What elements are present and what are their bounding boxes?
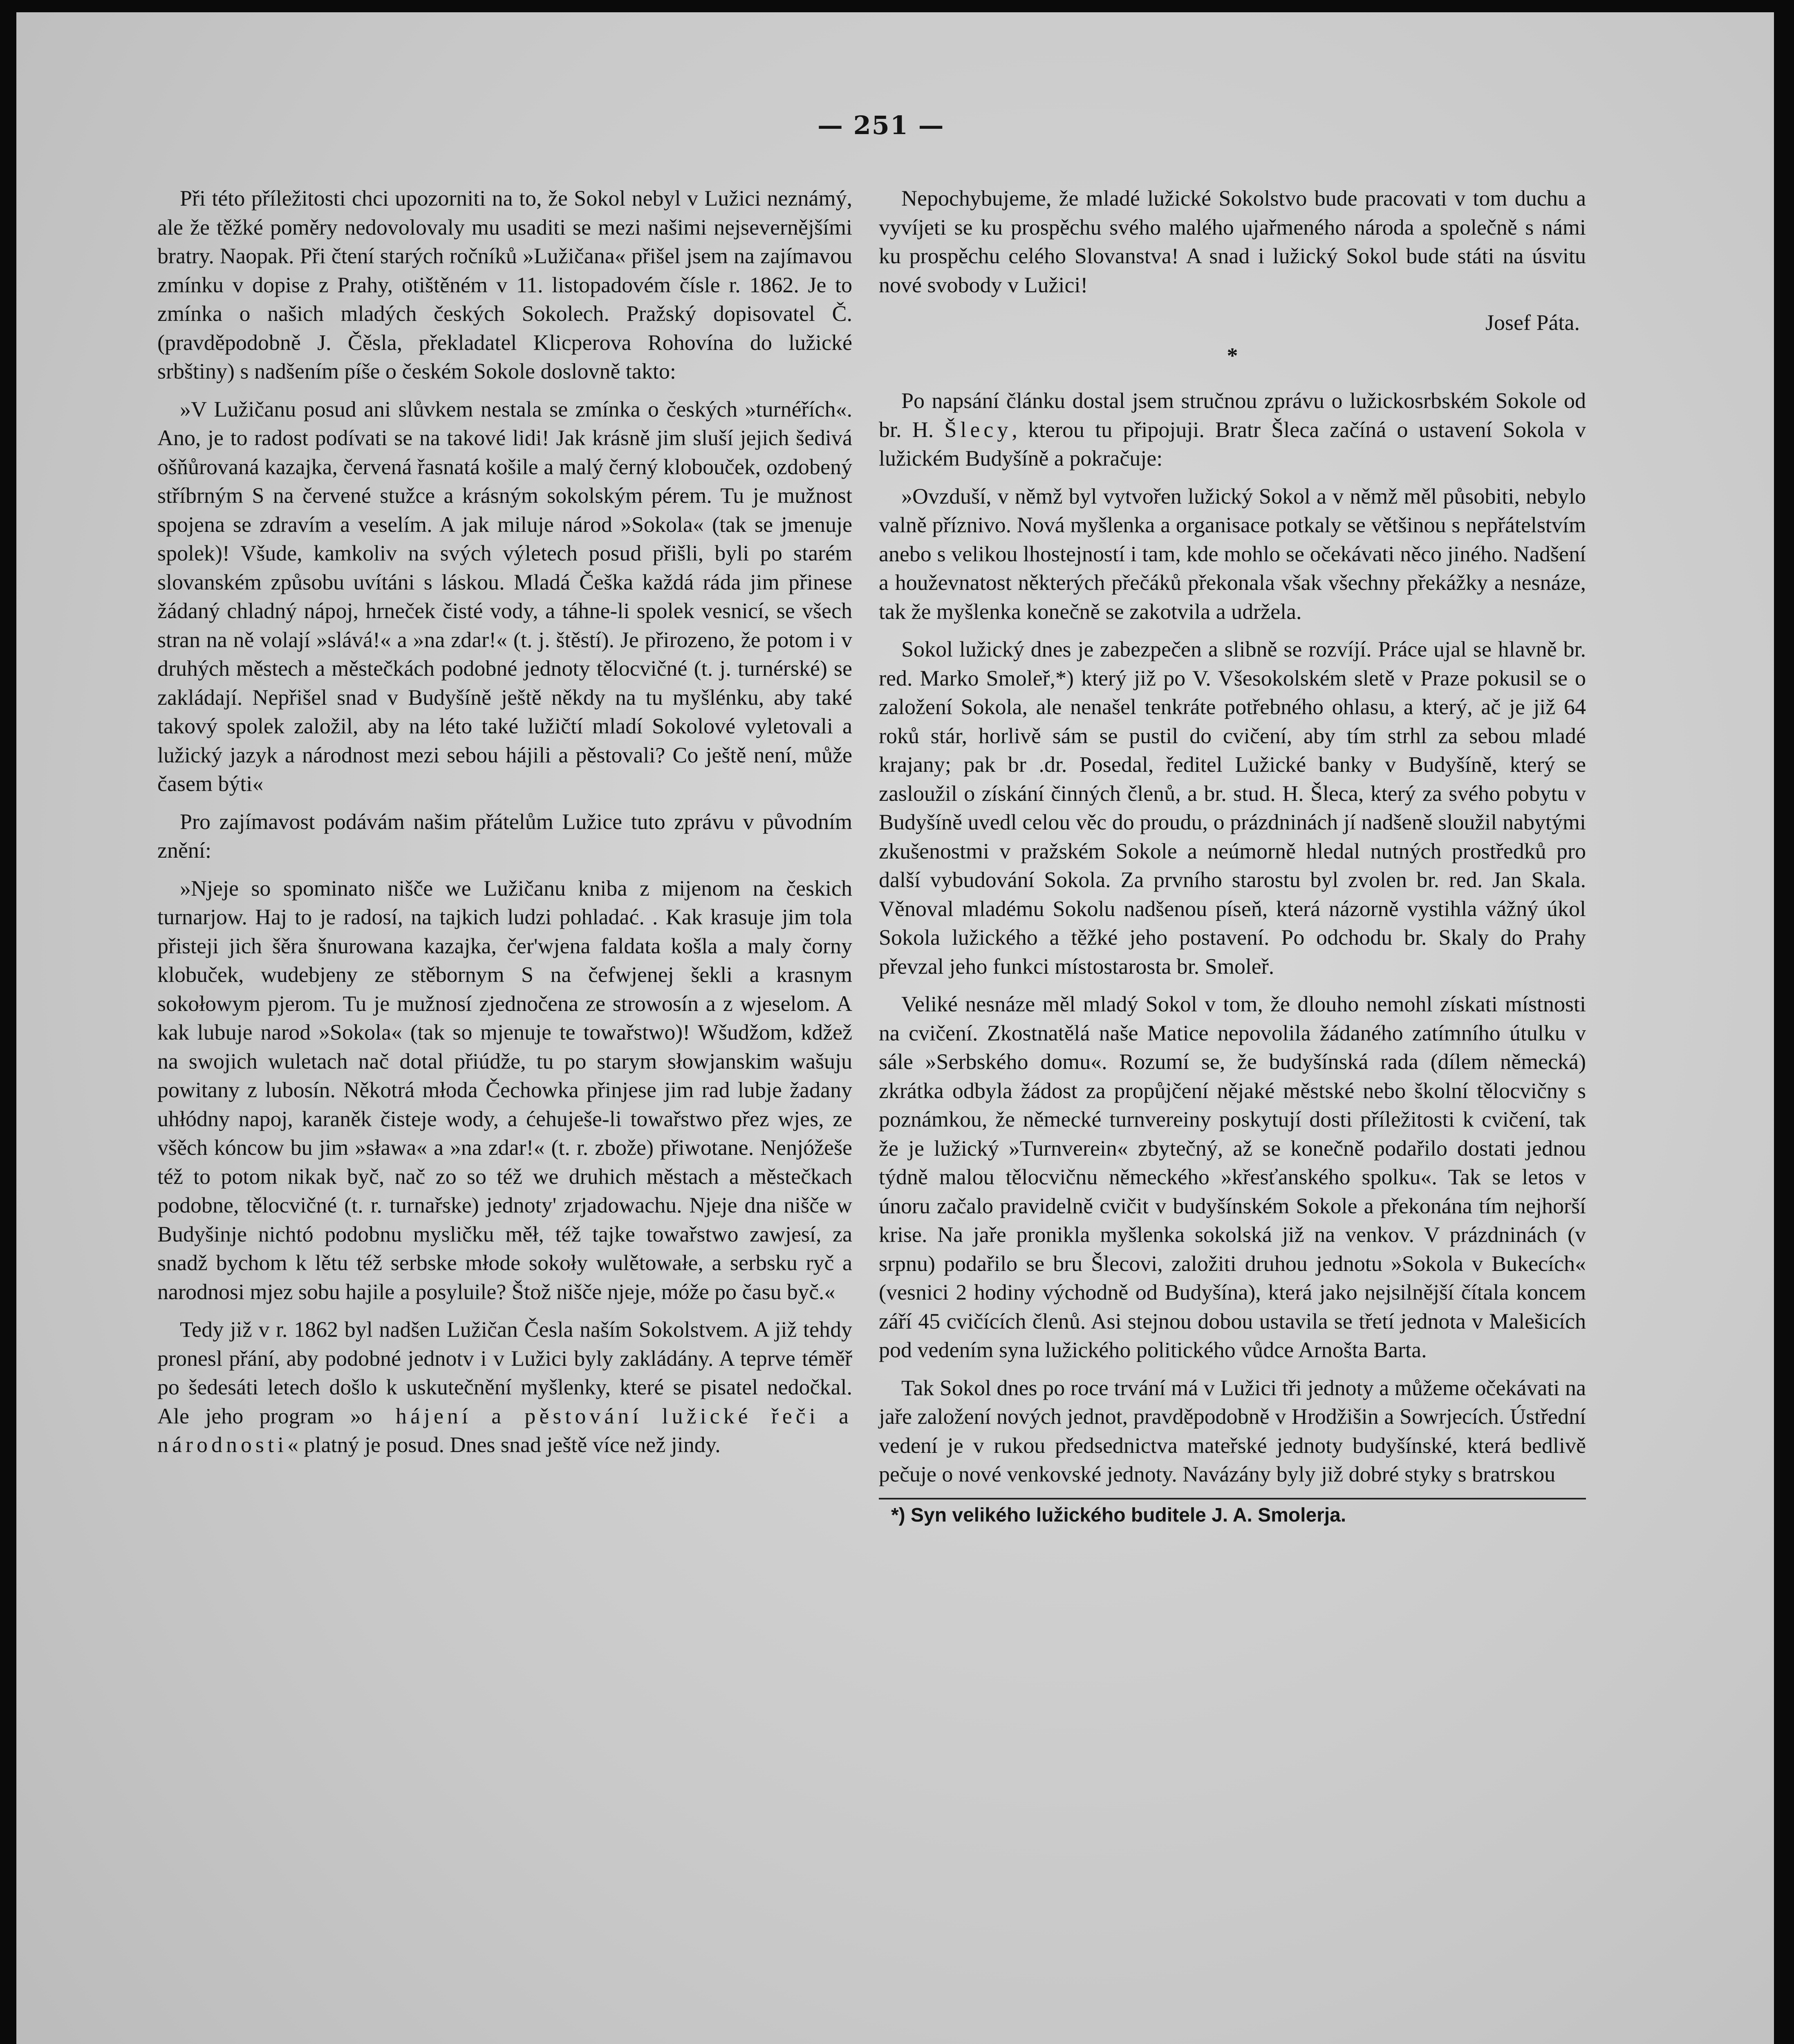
paragraph: Při této příležitosti chci upozorniti na to, že Sokol nebyl v Lužici neznámý, ale že těžké poměry nedovolovaly mu usaditi se mezi našimi nejsevernějšími bratry. Naopak. Při čtení starých ročníků »Lužičana« přišel jsem na zajímavou zmínku v dopise z Prahy, otištěném v 11. listopadovém čísle r. 1862. Je to zmínka o našich mladých českých Sokolech. Pražský dopisovatel Č. (pravděpodobně J. Čěsla, překladatel Klicperova Rohovína do lužické srbštiny) s nadšením píše o českém Sokole doslovně takto: — [157, 186, 852, 383]
right-column — [879, 184, 1586, 1528]
quote-czech: »V Lužičanu posud ani slůvkem nestala se zmínka o českých »turnéřích«. Ano, je to radost podívati se na takové lidi! Jak krásně jim sluší jejich šedivá ošňůrovaná kazajka, červená řasnatá košile a malý černý klobouček, ozdobený stříbrným S na červené stužce a krásným sokolským pérem. Tu je mužnost spojena se zdravím a veselím. A jak miluje národ »Sokola« (tak se jmenuje spolek)! Všude, kamkoliv na svých výletech posud přišli, byli po starém slovanském způsobu uvítáni s láskou. Mladá Češka každá ráda jim přinese žádaný chladný nápoj, hrneček čisté vody, a táhne-li spolek vesnicí, se všech stran na ně volají »slává!« a »na zdar!« (t. j. štěstí). Je přirozeno, že potom i v druhých městech a městečkách podobné jednoty tělocvičné (t. j. turnérské) se zakládají. Nepřišel snad v Budyšíně ještě někdy na tu myšlénku, aby také takový spolek založil, aby na léto také lužičtí mladí Sokolové vyletovali a lužický jazyk a národnost mezi sebou hájili a pěstovali? Co ještě není, může časem býti« — [157, 397, 852, 796]
paragraph: Veliké nesnáze měl mladý Sokol v tom, že dlouho nemohl získati místnosti na cvičení. Zkostnatělá naše Matice nepovolila žádaného zatímního útulku v sále »Serbského domu«. Rozumí se, že budyšínská rada (dílem německá) zkrátka odbyla žádost za propůjčení nějaké městské nebo školní tělocvičny s poznámkou, že německé turnvereiny poskytují dosti příležitosti k cvičení, tak že je lužický »Turnverein« zbytečný, až se konečně podařilo dostati jednou týdně malou tělocvičnu německého »křesťanského spolku«. Tak se letos v únoru začalo pravidelně cvičit v budyšínském Sokole a překonána tím nejhorší krise. Na jaře pronikla myšlenka sokolská již na venkov. V prázdninách (v srpnu) podařilo se bru Šlecovi, založiti druhou jednotu »Sokola v Bukecích« (vesnici 2 hodiny východně od Budyšína), která jako nejsilnější čítala koncem září 45 cvičících členů. Asi stejnou dobou ustavila se třetí jednota v Malešicích pod vedením syna lužického politického vůdce Arnošta Barta. — [879, 992, 1586, 1362]
text-run: Tedy již v r. 1862 byl nadšen Lužičan Česla naším Sokolstvem. A již tehdy pronesl přání, aby podobné jednotv i v Lužici byly zakládány. A teprve téměř po šedesáti letech došlo k uskutečnění myšlenky, které se pisatel nedočkal. Ale jeho program » — [157, 1317, 852, 1428]
paragraph: Nepochybujeme, že mladé lužické Sokolstvo bude pracovati v tom duchu a vyvíjeti se ku prospěchu svého malého ujařmeného národa a společně s námi ku prospěchu celého Slovanstva! A snad i lužický Sokol bude státi na úsvitu nové svobody v Lužici! — [879, 186, 1586, 297]
text-run: Po napsání článku dostal jsem stručnou zprávu o lužickosrbském Sokole od br. H. — [879, 388, 1586, 442]
text-run: « platný je posud. Dnes snad ještě více než jindy. — [287, 1432, 721, 1457]
quote-sorbian: »Njeje so spominato nišče we Lužičanu kniba z mijenom na českich turnarjow. Haj to je radosí, na tajkich ludzi pohladać. . Kak krasuje jim tola přisteji jich šěra šnurowana kazajka, čer'wjena faldata košla a maly čorny klobuček, wudebjeny ze stěbornym S na čefwjenej šekli a krasnym sokołowym pjerom. Tu je mužnosí zjednočena ze strowosín a z wjeselom. A kak lubuje narod »Sokola« (tak so mjenuje te towařstwo)! Wšudžom, kdžež na swojich wuletach nač dotal přiúdže, tu po starym słowjanskim wašuju powitany z lubosín. Někotrá młoda Čechowka přinjese jim rad lubje žadany uhłódny napoj, karaněk čisteje wody, a ćehuješe-li towařstwo přez wjes, ze všěch kóncow bu jim »sława« a »na zdar!« (t. r. zbože) přiwotane. Nenjóžeše též to potom nikak byč, nač zo so též we druhich městach a městečkach podobne, tělocvičné (t. r. turnařske) jednoty' zrjadowachu. Njeje dna nišče w Budyšinje nichtó podobnu mysličku měł, též tajke towařstwo zawjesí, za snadž bychom k lětu též serbske młode sokoły wulětowałe, a serbsku ryč a narodnosi mjez sobu hajile a posyluile? Štož nišče njeje, móže po času byč.« — [157, 876, 852, 1304]
paragraph — [157, 1315, 852, 1459]
author-signature: Josef Páta. — [1485, 310, 1580, 335]
text-run: , kterou tu připojuji. Bratr Šleca začíná o ustavení Sokola v lužickém Budyšíně a pokračuje: — [879, 417, 1586, 471]
section-separator: * — [1227, 343, 1238, 368]
paragraph: »Ovzduší, v němž byl vytvořen lužický Sokol a v němž měl působiti, nebylo valně příznivo. Nová myšlenka a organisace potkaly se většinou s nepřátelstvím anebo s velikou lhostejností i tam, kde mohlo se očekávati něco jiného. Nadšení a houževnatost některých přečáků překonala však všechny překážky a nesnáze, tak že myšlenka konečně se zakotvila a udržela. — [879, 484, 1586, 624]
paragraph: Sokol lužický dnes je zabezpečen a slibně se rozvíjí. Práce ujal se hlavně br. red. Marko Smoleř,*) který již po V. Všesokolském sletě v Praze pokusil se o založení Sokola, ale nenašel tenkráte potřebného ohlasu, a který, ač je již 64 roků stár, horlivě sám se pustil do cvičení, aby tím strhl za sebou mladé krajany; pak br .dr. Posedal, ředitel Lužické banky v Budyšíně, který se zasloužil o získání činných členů, a br. stud. H. Šleca, který za svého pobytu v Budyšíně uvedl celou věc do proudu, o prázdninách jí nadšeně sloužil nabytými zkušenostmi v pražském Sokole a neúmorně hledal nutných prostředků pro další vybudování Sokola. Za prvního starostu byl zvolen br. red. Jan Skala. Věnoval mladému Sokolu nadšenou píseň, která názorně vystihla vážný úkol Sokola lužického a těžké jeho postavení. Po odchodu br. Skaly do Prahy převzal jeho funkci místostarosta br. Smoleř. — [879, 637, 1586, 979]
page-number: — 251 — — [817, 110, 945, 140]
paragraph: Pro zajímavost podávám našim přátelům Lužice tuto zprávu v původním znění: — [157, 809, 852, 863]
spaced-text: Šlecy — [944, 417, 1012, 442]
document-page — [16, 12, 1774, 2044]
footnote: *) Syn velikého lužického buditele J. A. Smolerja. — [879, 1498, 1586, 1528]
paragraph: Tak Sokol dnes po roce trvání má v Lužici tři jednoty a můžeme očekávati na jaře založení nových jednot, pravděpodobně v Hrodžišin a Sowrjecích. Ústřední vedení je v rukou předsednictva mateřské jednoty budyšínské, která bedlivě pečuje o nové venkovské jednoty. Navázány byly již dobré styky s bratrskou — [879, 1375, 1586, 1486]
left-column — [157, 184, 852, 1468]
spaced-text: o hájení a pěstování lužické řeči a národnosti — [157, 1403, 853, 1457]
paragraph — [879, 386, 1586, 473]
